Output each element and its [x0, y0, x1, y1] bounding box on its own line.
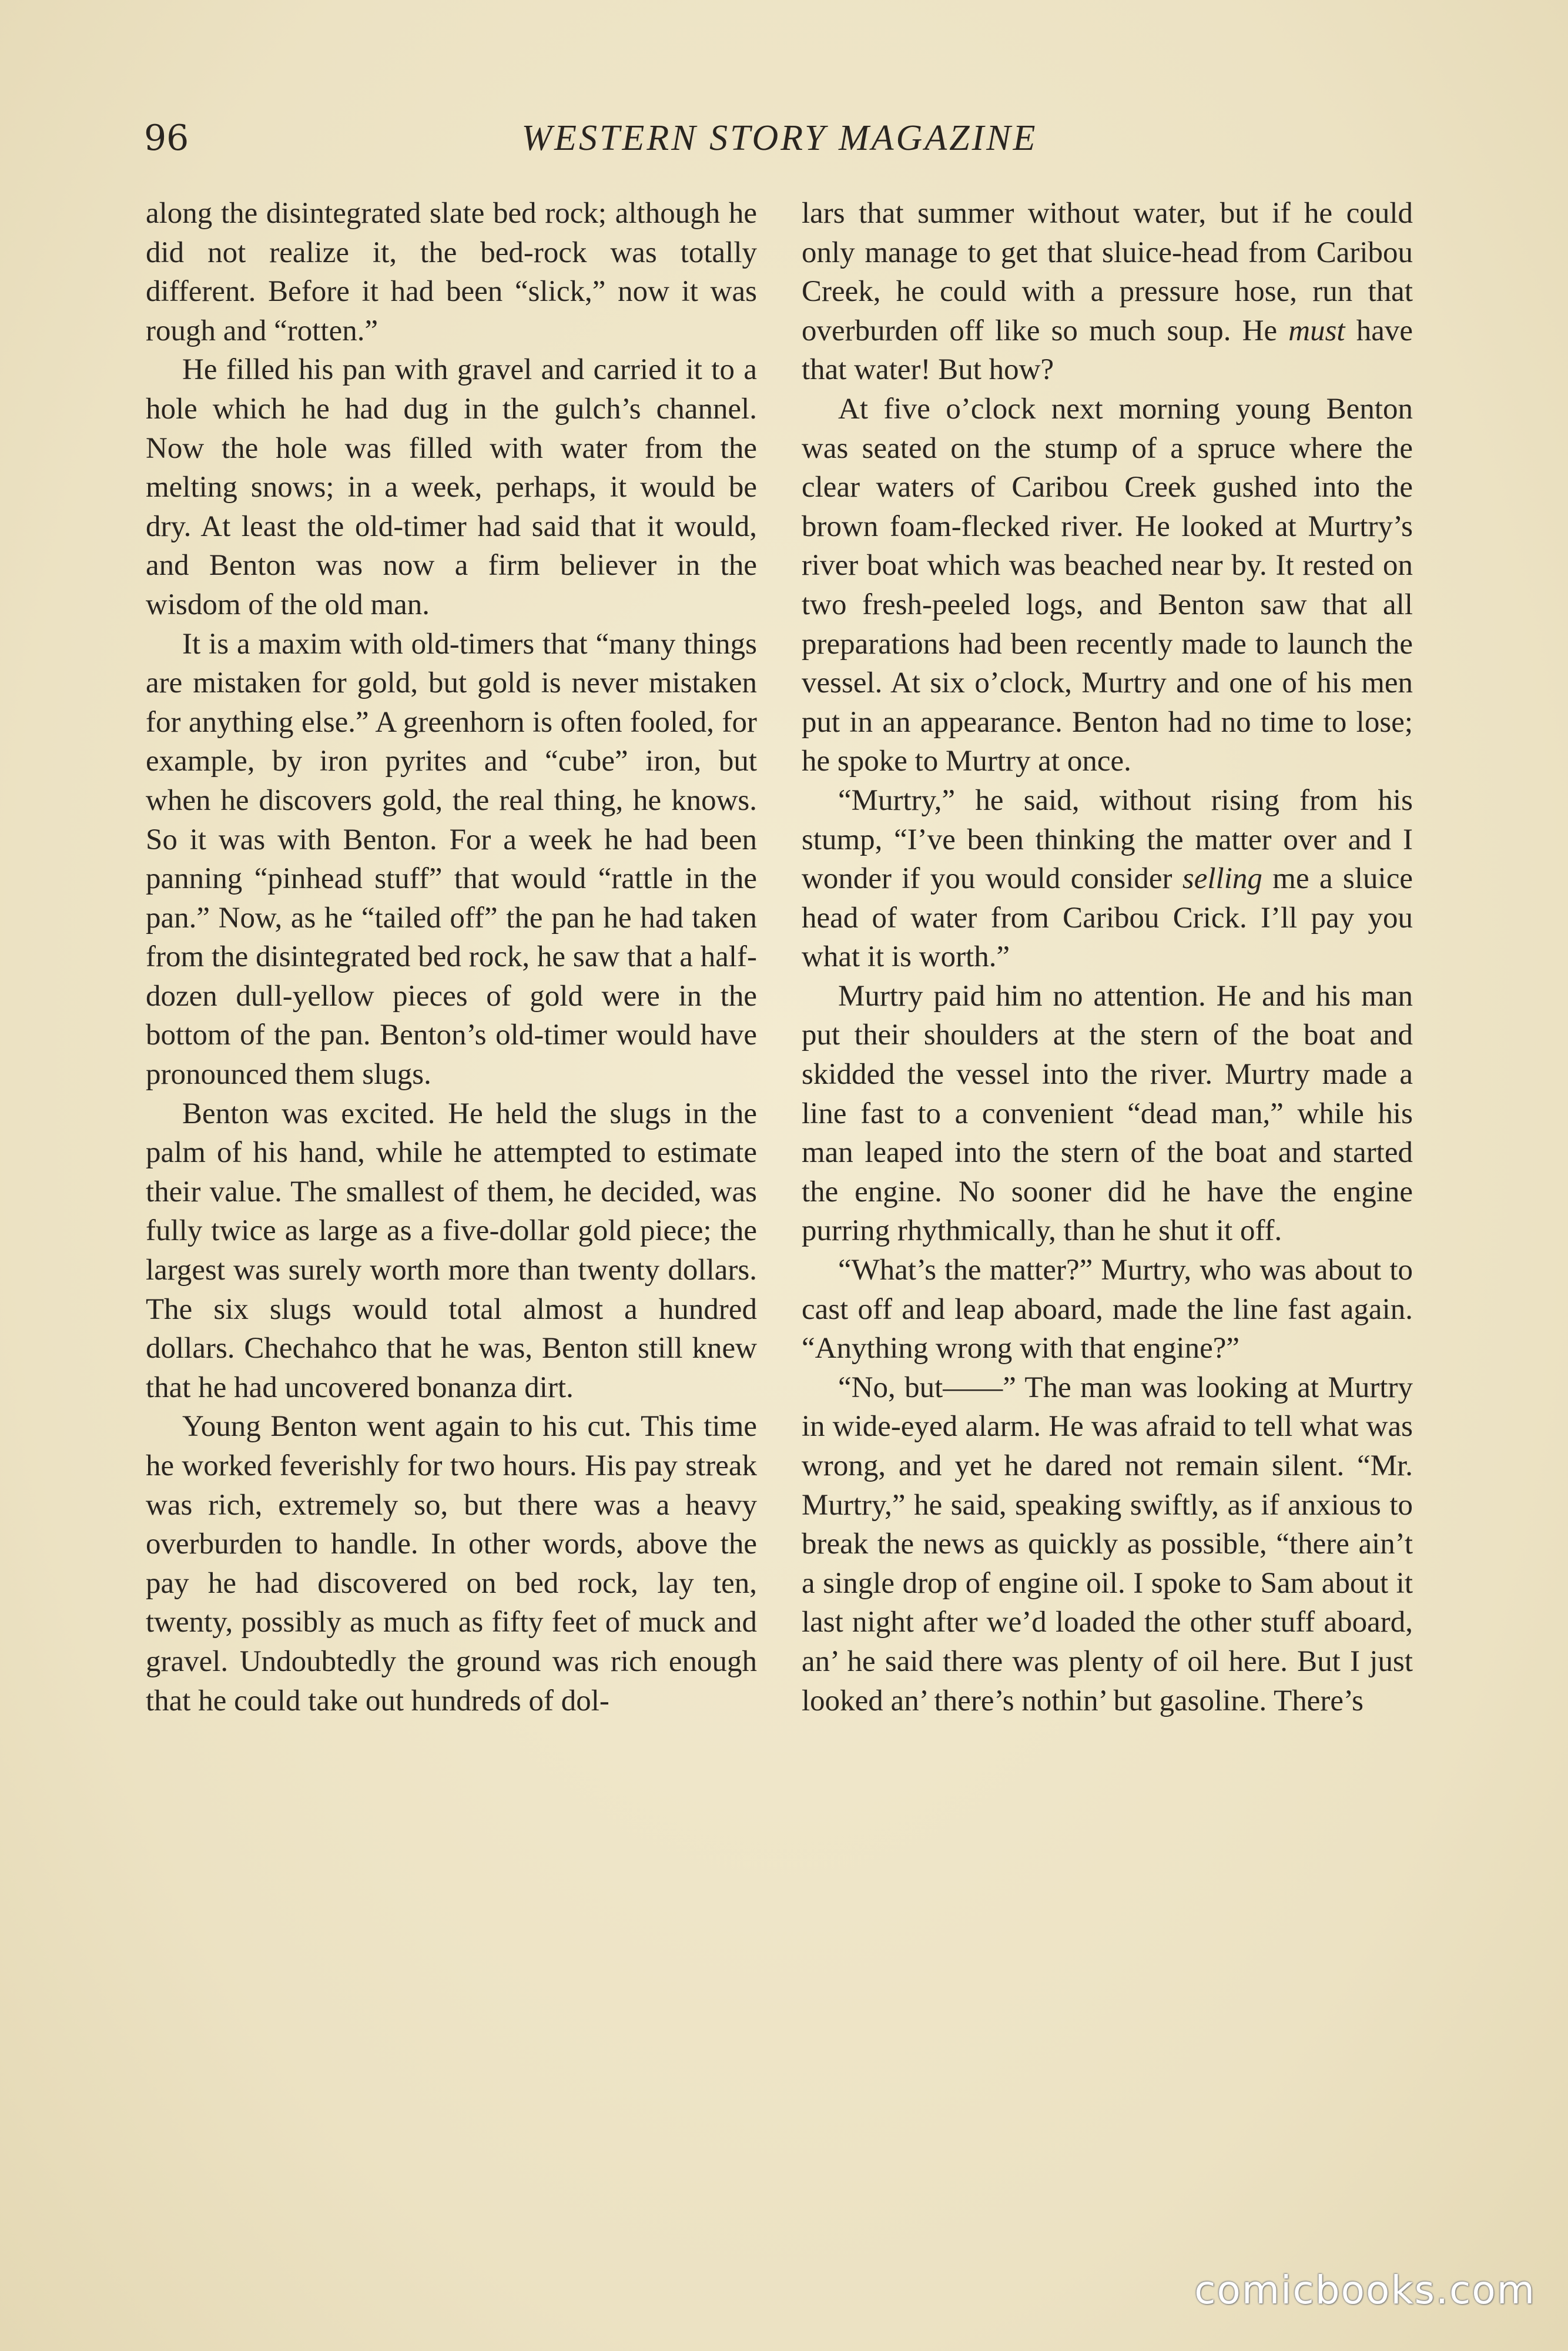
paragraph: Murtry paid him no attention. He and his man put their shoulders at the stern of the boat and skidded the vessel into the river. Murtry made a line fast to a convenient “dead man,” while his man leaped into the stern of the boat and started the engine. No sooner did he have the engine purring rhythmically, than he shut it off.	[802, 979, 1413, 1248]
paragraph: “No, but——” The man was looking at Murtry in wide-eyed alarm. He was afraid to tell what was wrong, and yet he dared not remain silent. “Mr. Murtry,” he said, speaking swiftly, as if anxious to break the news as quickly as possible, “there ain’t a single drop of engine oil. I spoke to Sam about it last night after we’d loaded the other stuff aboard, an’ he said there was plenty of oil here. But I just looked an’ there’s nothin’ but gasoline. There’s	[802, 1371, 1413, 1717]
paragraph: It is a maxim with old-timers that “many things are mistaken for gold, but gold is never mistaken for anything else.” A greenhorn is often fooled, for example, by iron pyrites and “cube” iron, but when he discovers gold, the real thing, he knows. So it was with Benton. For a week he had been panning “pinhead stuff” that would “rattle in the pan.” Now, as he “tailed off” the pan he had taken from the disintegrated bed rock, he saw that a half-dozen dull-yellow pieces of gold were in the bottom of the pan. Benton’s old-timer would have pronounced them slugs.	[146, 627, 757, 1091]
left-column	[146, 194, 757, 1720]
paragraph-text: “Murtry,” he said, without rising from his stump, “I’ve been thinking the matter over and I wonder if you would consider	[802, 783, 1413, 896]
paragraph: “What’s the matter?” Murtry, who was about to cast off and leap aboard, made the line fast again. “Anything wrong with that engine?”	[802, 1254, 1413, 1365]
magazine-title: WESTERN STORY MAGAZINE	[521, 118, 1038, 158]
paragraph: He filled his pan with gravel and carried it to a hole which he had dug in the gulch’s channel. Now the hole was filled with water from the melting snows; in a week, perhaps, it would be dry. At least the old-timer had said that it would, and Benton was now a firm believer in the wisdom of the old man.	[146, 353, 757, 621]
paragraph: along the disintegrated slate bed rock; although he did not realize it, the bed-rock was totally different. Before it had been “slick,” now it was rough and “rotten.”	[146, 197, 757, 347]
page-number: 96	[144, 118, 189, 159]
paragraph-text: me a sluice head of water from Caribou Crick. I’ll pay you what it is worth.”	[802, 862, 1413, 974]
paragraph-text: lars that summer without water, but if he could only manage to get that sluice-head from Caribou Creek, he could with a pressure hose, run that overburden off like so much soup. He	[802, 197, 1413, 347]
watermark: comicbooks.com	[1194, 2268, 1536, 2313]
page-header	[144, 118, 1415, 170]
right-column	[802, 194, 1413, 1720]
emphasis-text: selling	[1182, 862, 1262, 896]
paragraph	[802, 781, 1413, 977]
paragraph: Young Benton went again to his cut. This time he worked feverishly for two hours. His pay streak was rich, extremely so, but there was a heavy overburden to handle. In other words, above the pay he had discovered on bed rock, lay ten, twenty, possibly as much as fifty feet of muck and gravel. Undoubtedly the ground was rich enough that he could take out hundreds of dol-	[146, 1410, 757, 1717]
paragraph	[802, 194, 1413, 390]
paragraph: At five o’clock next morning young Benton was seated on the stump of a spruce where the clear waters of Caribou Creek gushed into the brown foam-flecked river. He looked at Murtry’s river boat which was beached near by. It rested on two fresh-peeled logs, and Benton saw that all preparations had been recently made to launch the vessel. At six o’clock, Murtry and one of his men put in an appearance. Benton had no time to lose; he spoke to Murtry at once.	[802, 392, 1413, 778]
paragraph-text: have that water! But how?	[802, 314, 1413, 387]
emphasis-text: must	[1288, 314, 1345, 347]
paragraph: Benton was excited. He held the slugs in the palm of his hand, while he attempted to estimate their value. The smallest of them, he decided, was fully twice as large as a five-dollar gold piece; the largest was surely worth more than twenty dollars. The six slugs would total almost a hundred dollars. Chechahco that he was, Benton still knew that he had uncovered bonanza dirt.	[146, 1097, 757, 1404]
